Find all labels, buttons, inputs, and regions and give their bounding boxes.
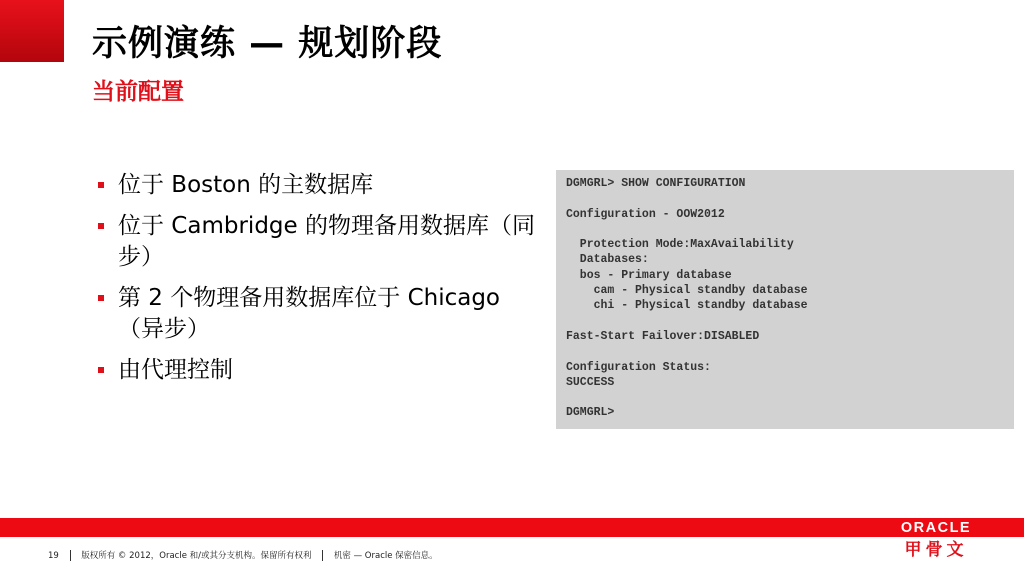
confidential-text: 机密 — Oracle 保密信息。: [333, 551, 438, 561]
footer-red-band: [0, 518, 1024, 537]
bullet-item: [96, 283, 536, 345]
footer-divider: [322, 550, 323, 561]
footer-divider: [70, 550, 71, 561]
oracle-logo-cn: 甲骨文: [904, 540, 968, 560]
bullet-text: 第 2 个物理备用数据库位于 Chicago（异步）: [118, 285, 501, 342]
dgmgrl-output: DGMGRL> SHOW CONFIGURATION Configuration - OOW2012 Protection Mode:MaxAvailability Databases: bos - Primary database cam - Physical standby database chi - Physical standby database Fast-Start Failover:DISABLED Configuration Status: SUCCESS DGMGRL>: [566, 177, 808, 420]
code-output-box: [556, 170, 1014, 429]
bullet-item: [96, 170, 536, 201]
bullet-item: [96, 355, 536, 386]
slide-title: 示例演练 — 规划阶段: [92, 24, 443, 64]
page-number: 19: [48, 551, 59, 561]
corner-accent-block: [0, 0, 64, 62]
slide-footer: [48, 549, 438, 561]
bullet-square-icon: [98, 223, 104, 229]
bullet-square-icon: [98, 182, 104, 188]
bullet-square-icon: [98, 295, 104, 301]
copyright-text: 版权所有 © 2012，Oracle 和/或其分支机构。保留所有权利: [81, 551, 312, 561]
bullet-text: 由代理控制: [118, 357, 233, 383]
bullet-list: [96, 170, 536, 396]
bullet-text: 位于 Boston 的主数据库: [118, 172, 374, 198]
bullet-text: 位于 Cambridge 的物理备用数据库（同步）: [118, 213, 535, 270]
oracle-logo-text: ORACLE: [900, 520, 972, 536]
bullet-square-icon: [98, 367, 104, 373]
bullet-item: [96, 211, 536, 273]
slide-subtitle: 当前配置: [92, 79, 184, 105]
oracle-logo: [894, 520, 978, 560]
